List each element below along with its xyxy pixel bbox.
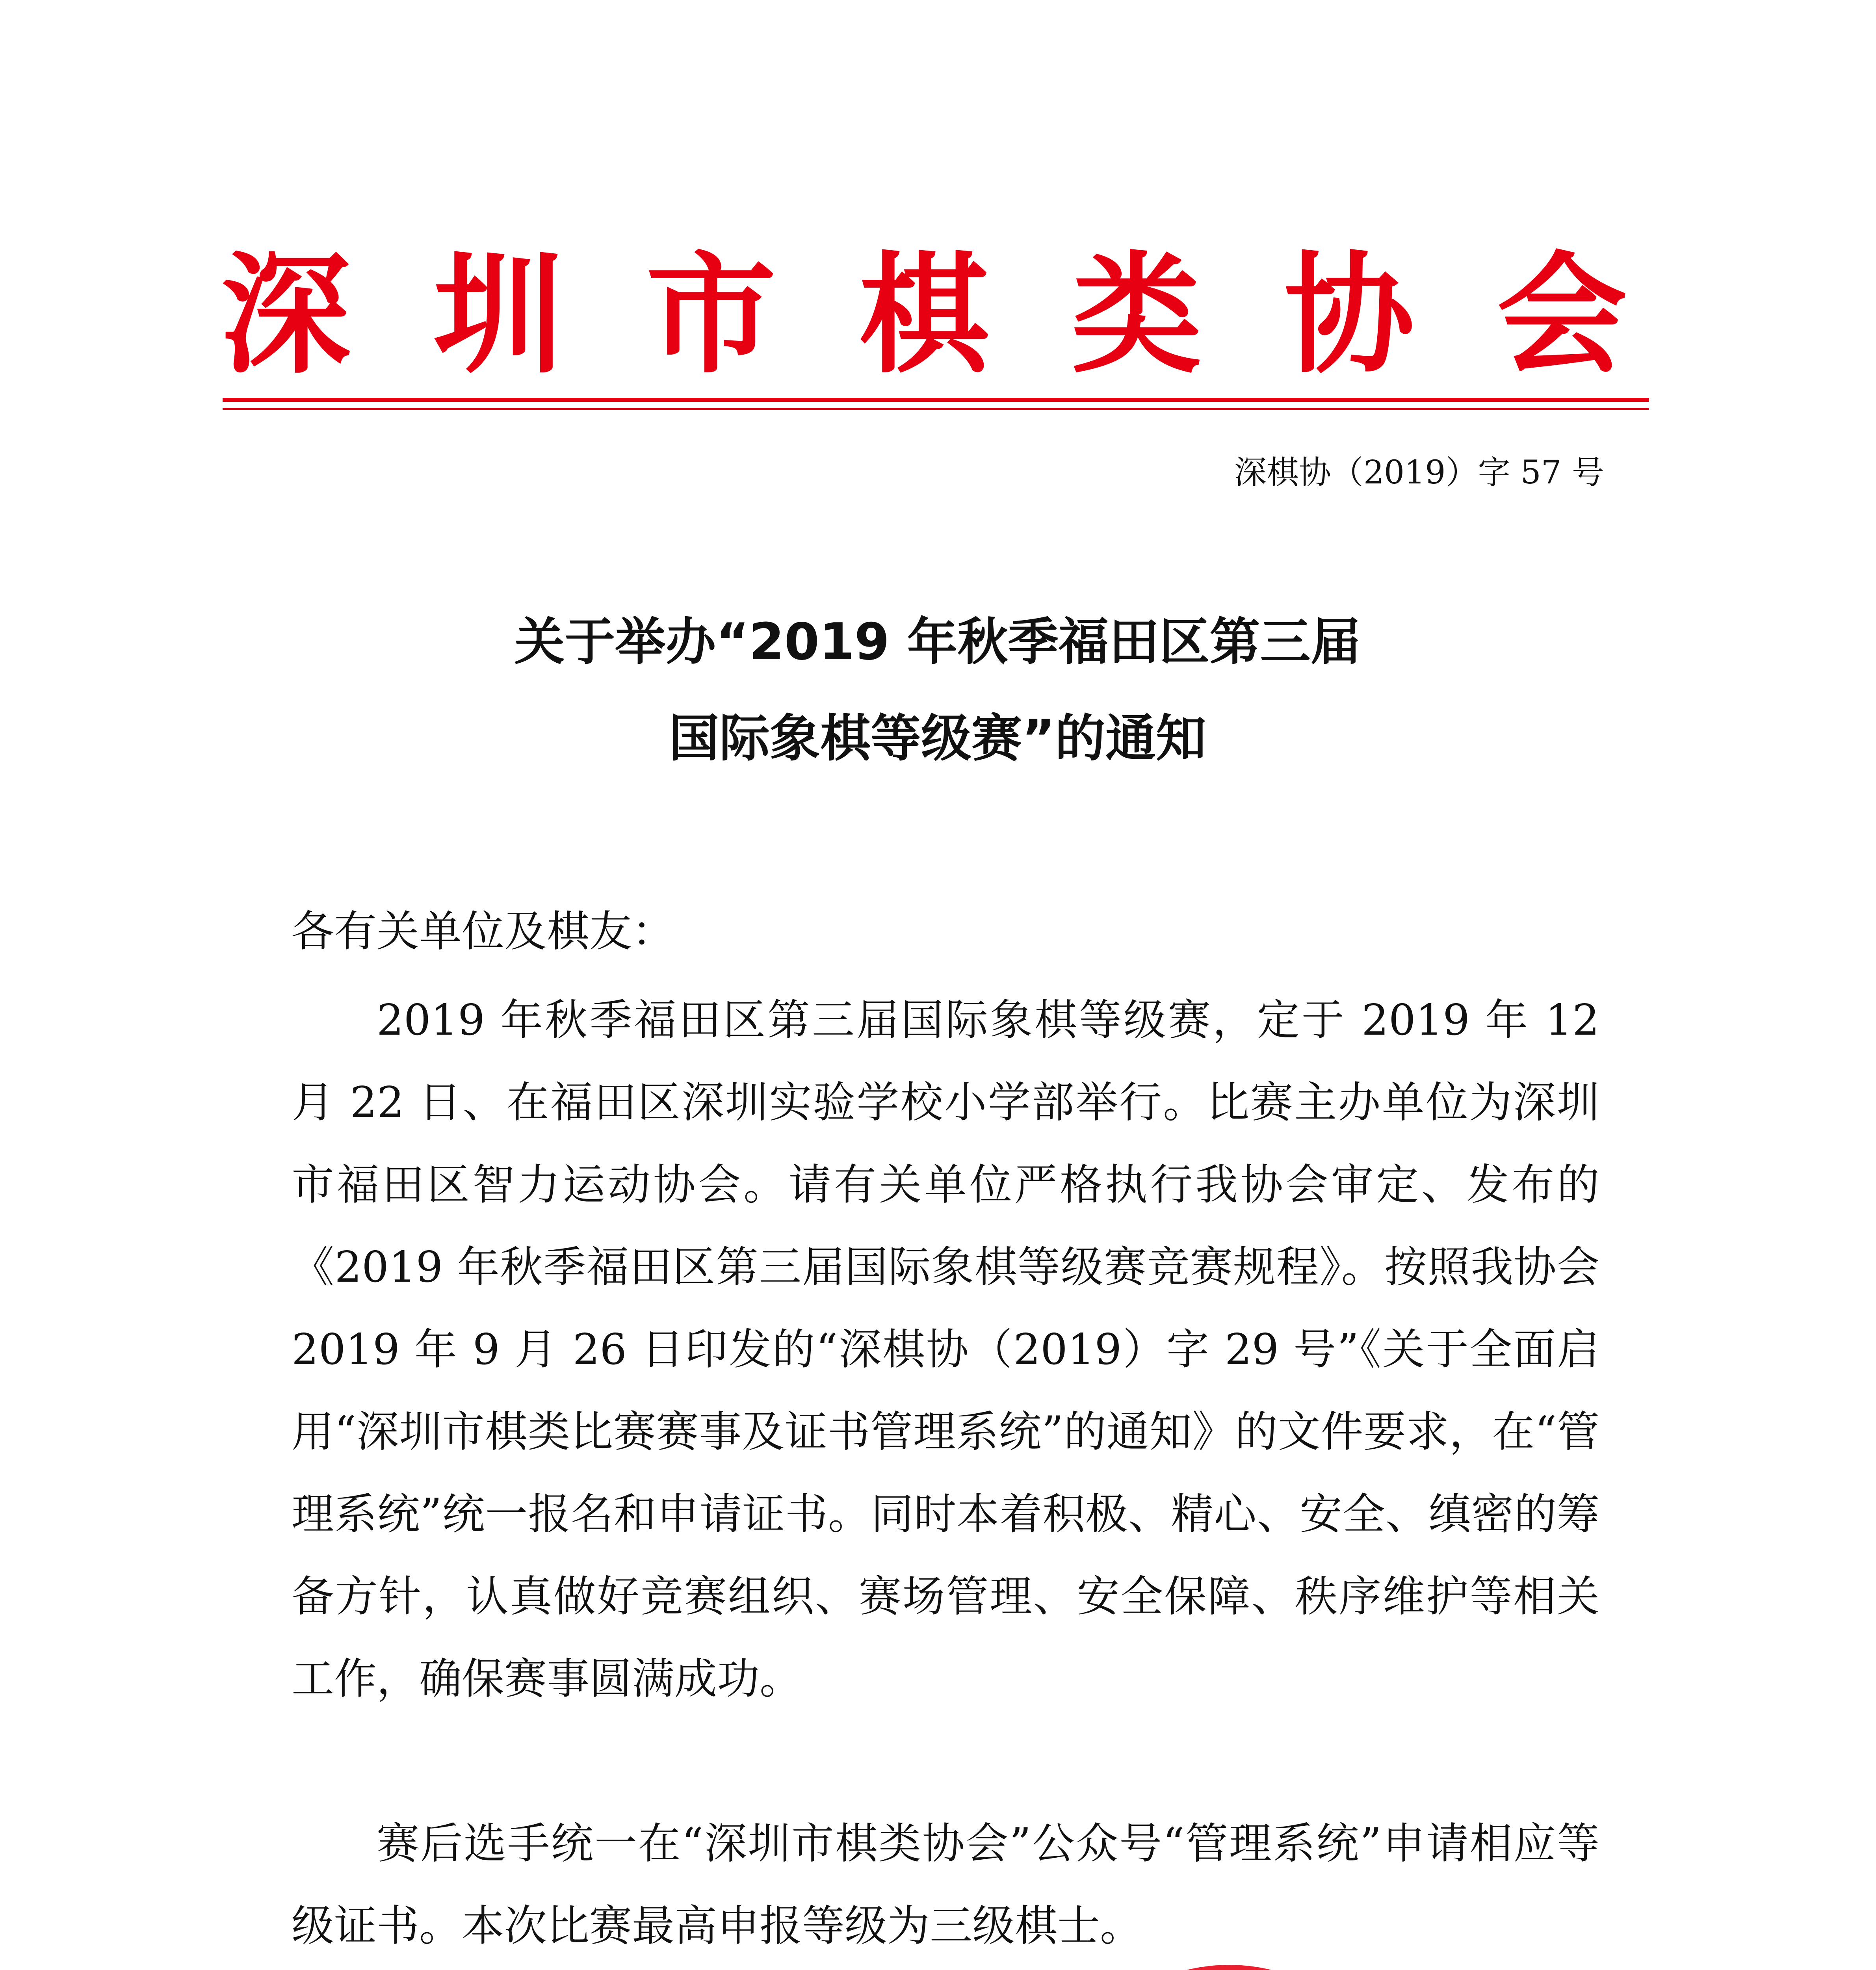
document-number: 深棋协（2019）字 57 号: [1234, 454, 1604, 491]
body-paragraph-1: 2019 年秋季福田区第三届国际象棋等级赛，定于 2019 年 12 月 22 日、在福田区深圳实验学校小学部举行。比赛主办单位为深圳市福田区智力运动协会。请有关单位严格执行我协会审定、发布的《2019 年秋季福田区第三届国际象棋等级赛竞赛规程》。按照我协会 2019 年 9 月 26 日印发的“深棋协（2019）字 29 号”《关于全面启用“深圳市棋类比赛赛事及证书管理系统”的通知》的文件要求，在“管理系统”统一报名和申请证书。同时本着积极、精心、安全、缜密的筹备方针，认真做好竞赛组织、赛场管理、安全保障、秩序维护等相关工作，确保赛事圆满成功。: [292, 996, 1599, 1704]
salutation: 各有关单位及棋友：: [292, 907, 675, 956]
letterhead-rule-thin: [223, 408, 1649, 410]
official-seal: [1044, 1958, 1414, 1970]
letterhead-rule-thick: [223, 398, 1649, 402]
body-paragraph-2: 赛后选手统一在“深圳市棋类协会”公众号“管理系统”申请相应等级证书。本次比赛最高申报等级为三级棋士。: [292, 1819, 1599, 1951]
title-line-1: 关于举办“2019 年秋季福田区第三届: [514, 613, 1361, 671]
letterhead-org-name: 深圳市棋类协会: [221, 240, 1710, 391]
title-line-2: 国际象棋等级赛”的通知: [669, 709, 1207, 768]
